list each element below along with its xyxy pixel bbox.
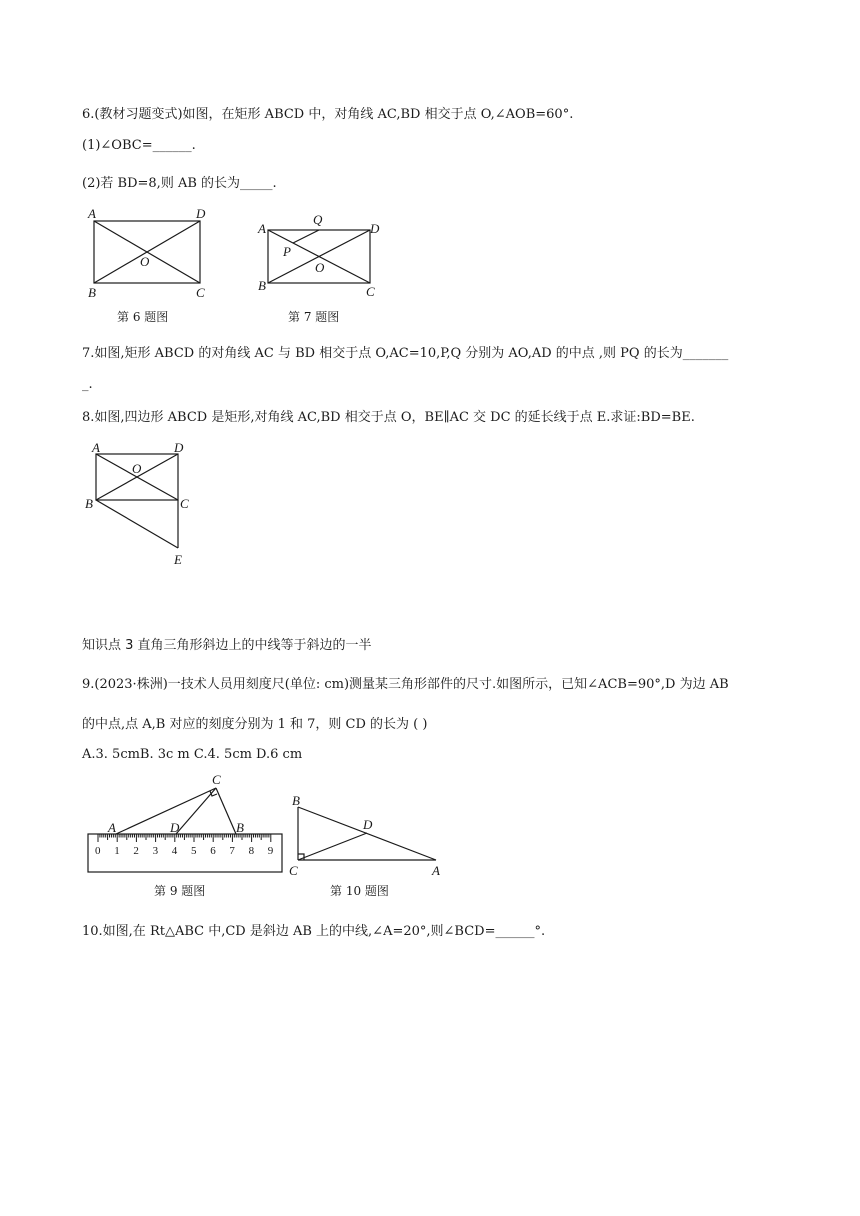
q6-part2: (2)若 BD=8,则 AB 的长为_____. (82, 176, 277, 191)
fig9-ruler-number: 8 (248, 845, 255, 857)
fig8-label-d: D (174, 440, 184, 455)
fig7-segment-pq (293, 230, 319, 243)
fig7-label-b: B (258, 278, 266, 293)
fig8-label-a: A (92, 440, 100, 455)
q6-part1: (1)∠OBC=______. (82, 138, 196, 153)
fig9-ruler-number: 7 (229, 845, 235, 857)
fig10-label-c: C (289, 863, 298, 878)
fig7-label-p: P (283, 244, 291, 259)
fig9-median-cd (176, 788, 216, 834)
fig10-median-cd (298, 833, 367, 860)
fig10-label-d: D (363, 817, 373, 832)
fig9-ruler-number: 2 (133, 845, 139, 857)
fig6-label-o: O (140, 254, 150, 269)
figure-10 (286, 794, 446, 884)
q7-line2: _. (82, 377, 93, 392)
fig9-ruler-number: 9 (267, 845, 274, 857)
q9-line2: 的中点,点 A,B 对应的刻度分别为 1 和 7，则 CD 的长为 ( ) (82, 717, 428, 732)
fig9-ruler-number: 5 (191, 845, 197, 857)
q9-line1: 9.(2023·株洲)一技术人员用刻度尺(单位: cm)测量某三角形部件的尺寸.如图所示，已知∠ACB=90°,D 为边 AB (82, 677, 729, 692)
fig8-label-c: C (180, 496, 189, 511)
fig7-label-a: A (258, 221, 266, 236)
figure-8 (84, 440, 194, 570)
fig9-label-d: D (170, 820, 180, 835)
fig10-caption: 第 10 题图 (330, 884, 389, 898)
fig9-label-a: A (108, 820, 116, 835)
fig6-label-c: C (196, 285, 205, 300)
fig9-ruler-number: 3 (152, 845, 159, 857)
fig6-label-d: D (196, 206, 206, 221)
fig9-side-cb (216, 788, 236, 834)
figure-7 (255, 210, 385, 300)
fig7-label-o: O (315, 260, 325, 275)
fig9-label-c: C (212, 772, 221, 787)
knowledge-point-heading: 知识点 3 直角三角形斜边上的中线等于斜边的一半 (82, 638, 372, 653)
q10-text: 10.如图,在 Rt△ABC 中,CD 是斜边 AB 上的中线,∠A=20°,则∠BCD=______°. (82, 924, 546, 939)
fig7-label-d: D (370, 221, 380, 236)
fig9-label-b: B (236, 820, 244, 835)
q9-options: A.3. 5cmB. 3c m C.4. 5cm D.6 cm (82, 747, 303, 762)
fig9-ruler-number: 0 (95, 845, 101, 857)
q7-line1: 7.如图,矩形 ABCD 的对角线 AC 与 BD 相交于点 O,AC=10,P,Q 分别为 AO,AD 的中点 ,则 PQ 的长为_______ (82, 346, 729, 361)
figure-6 (84, 203, 214, 303)
fig8-label-o: O (132, 461, 142, 476)
fig8-segment-be (96, 500, 178, 548)
figure-9 (86, 772, 286, 878)
fig10-label-a: A (432, 863, 440, 878)
fig9-side-ac (116, 788, 216, 834)
fig10-label-b: B (292, 793, 300, 808)
fig6-caption: 第 6 题图 (117, 310, 169, 324)
q6-stem: 6.(教材习题变式)如图，在矩形 ABCD 中，对角线 AC,BD 相交于点 O,∠AOB=60°. (82, 107, 574, 122)
fig7-label-q: Q (313, 212, 323, 227)
fig6-label-a: A (88, 206, 96, 221)
fig8-label-b: B (85, 496, 93, 511)
fig8-label-e: E (174, 552, 182, 567)
fig7-label-c: C (366, 284, 375, 299)
fig9-caption: 第 9 题图 (154, 884, 206, 898)
fig6-label-b: B (88, 285, 96, 300)
fig9-ruler-number: 1 (114, 845, 120, 857)
fig9-ruler-number: 4 (171, 845, 178, 857)
fig7-caption: 第 7 题图 (288, 310, 340, 324)
fig9-ruler-number: 6 (210, 845, 216, 857)
q8-text: 8.如图,四边形 ABCD 是矩形,对角线 AC,BD 相交于点 O，BE∥AC 交 DC 的延长线于点 E.求证:BD=BE. (82, 410, 695, 425)
